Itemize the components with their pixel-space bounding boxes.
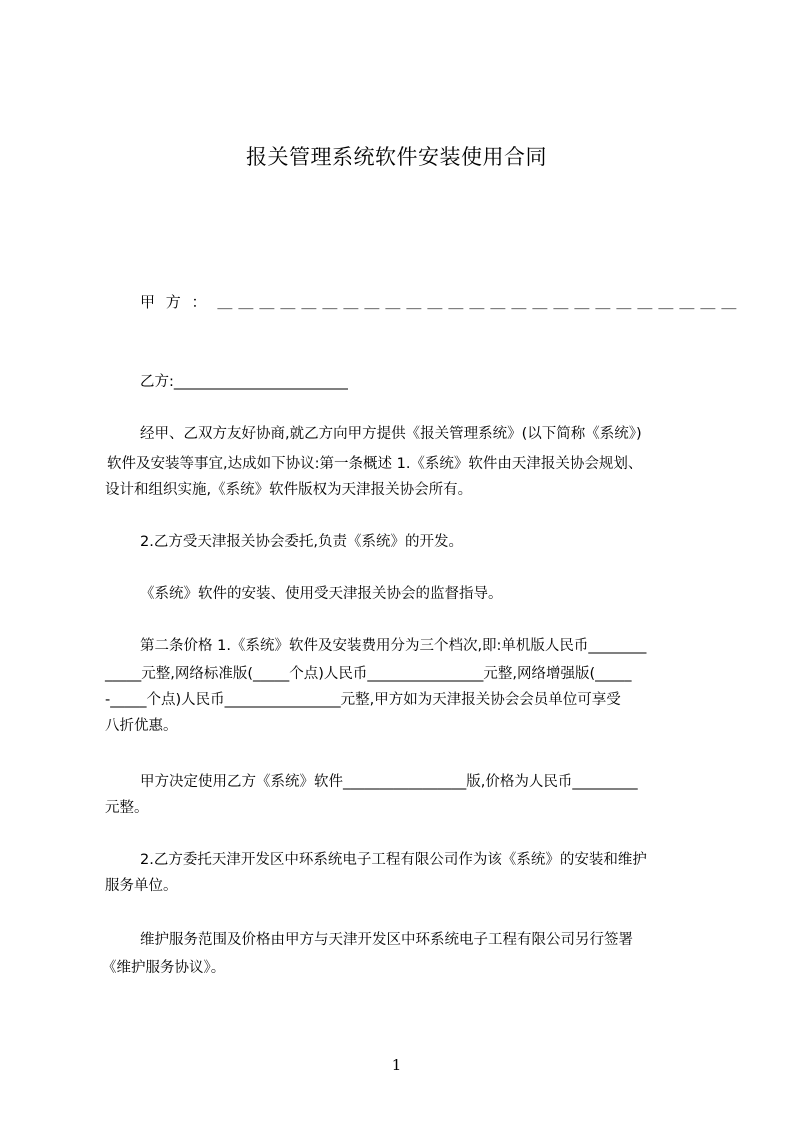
paragraph-4-line-3: -_____个点)人民币________________元整,甲方如为天津报关协会会员单位可享受 xyxy=(105,692,621,708)
paragraph-6-line-2: 服务单位。 xyxy=(105,878,178,894)
paragraph-3-line-1: 《系统》软件的安装、使用受天津报关协会的监督指导。 xyxy=(140,586,503,602)
paragraph-4-line-2: _____元整,网络标准版(_____个点)人民币________________元整,网络增强版(_____ xyxy=(105,666,632,682)
paragraph-5-line-2: 元整。 xyxy=(105,800,149,816)
paragraph-1-line-3: 设计和组织实施,《系统》软件版权为天津报关协会所有。 xyxy=(105,482,473,498)
paragraph-7-line-1: 维护服务范围及价格由甲方与天津开发区中环系统电子工程有限公司另行签署 xyxy=(140,932,633,948)
paragraph-6-line-1: 2.乙方委托天津开发区中环系统电子工程有限公司作为该《系统》的安装和维护 xyxy=(140,852,647,868)
document-title: 报关管理系统软件安装使用合同 xyxy=(246,145,547,169)
paragraph-1-line-1: 经甲、乙双方友好协商,就乙方向甲方提供《报关管理系统》(以下简称《系统》) xyxy=(140,426,642,442)
party-a-blank: ＿＿＿＿＿＿＿＿＿＿＿＿＿＿＿＿＿＿＿＿＿＿＿＿＿ xyxy=(217,293,743,311)
party-a-label: 甲 方 ： xyxy=(140,293,210,311)
page-number: 1 xyxy=(391,1056,402,1074)
paragraph-7-line-2: 《维护服务协议》。 xyxy=(102,960,226,976)
paragraph-2-line-1: 2.乙方受天津报关协会委托,负责《系统》的开发。 xyxy=(140,534,463,550)
paragraph-4-line-4: 八折优惠。 xyxy=(105,718,178,734)
party-a-line xyxy=(140,292,742,312)
paragraph-5-line-1: 甲方决定使用乙方《系统》软件_________________版,价格为人民币_________ xyxy=(140,774,638,790)
paragraph-4-line-1: 第二条价格 1.《系统》软件及安装费用分为三个档次,即:单机版人民币________ xyxy=(140,638,647,654)
paragraph-1-line-2: 软件及安装等事宜,达成如下协议:第一条概述 1.《系统》软件由天津报关协会规划、 xyxy=(107,456,643,472)
party-b-line: 乙方:________________________ xyxy=(140,374,348,390)
